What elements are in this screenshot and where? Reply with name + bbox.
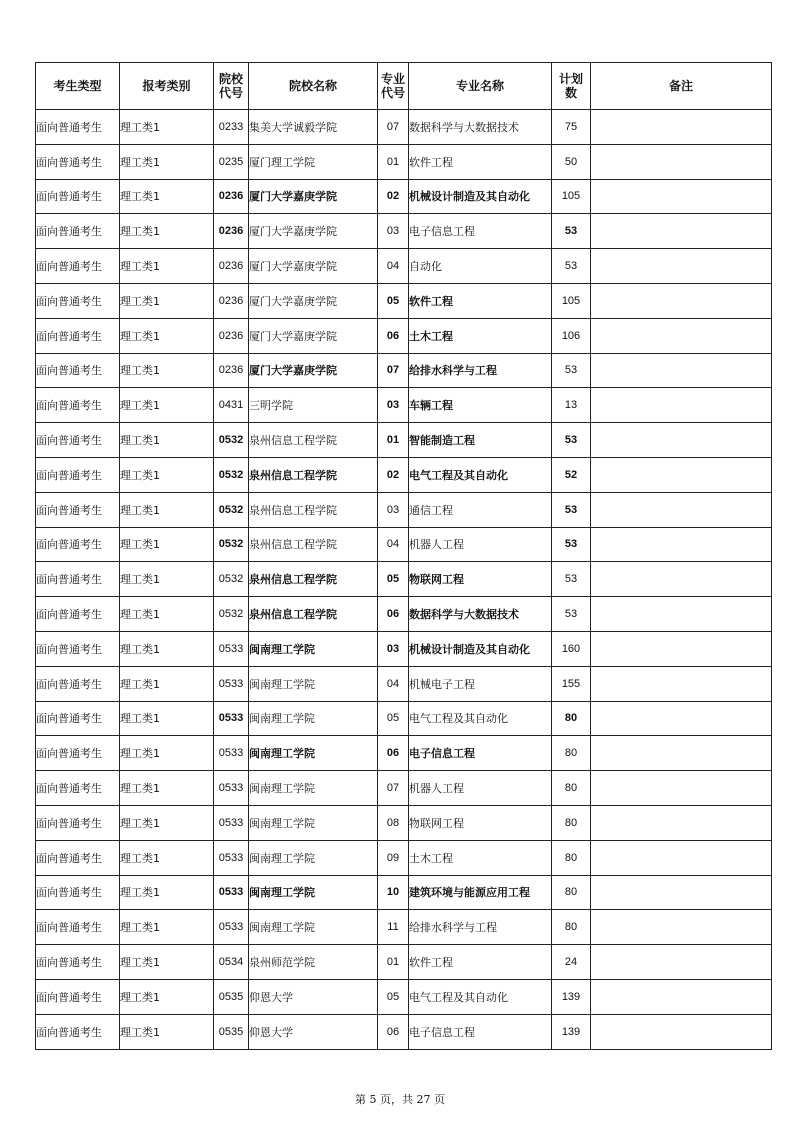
table-row [36, 562, 772, 597]
cell-category: 理工类1 [120, 144, 214, 179]
table-row [36, 771, 772, 806]
cell-school-name: 泉州信息工程学院 [249, 562, 378, 597]
cell-school-name: 闽南理工学院 [249, 666, 378, 701]
cell-school-code: 0236 [214, 283, 249, 318]
cell-school-name: 泉州师范学院 [249, 945, 378, 980]
table-row [36, 318, 772, 353]
cell-plan-count: 53 [552, 597, 591, 632]
cell-plan-count: 106 [552, 318, 591, 353]
header-remark: 备注 [591, 63, 772, 110]
cell-major-code: 03 [378, 214, 409, 249]
cell-school-code: 0236 [214, 353, 249, 388]
cell-major-name: 通信工程 [409, 492, 552, 527]
cell-major-code: 07 [378, 110, 409, 145]
cell-major-name: 智能制造工程 [409, 423, 552, 458]
cell-major-code: 06 [378, 736, 409, 771]
cell-major-name: 机械设计制造及其自动化 [409, 631, 552, 666]
cell-school-name: 闽南理工学院 [249, 631, 378, 666]
cell-major-code: 09 [378, 840, 409, 875]
cell-category: 理工类1 [120, 388, 214, 423]
cell-plan-count: 155 [552, 666, 591, 701]
table-row [36, 701, 772, 736]
cell-major-code: 02 [378, 179, 409, 214]
cell-remark [591, 457, 772, 492]
cell-remark [591, 492, 772, 527]
cell-plan-count: 139 [552, 979, 591, 1014]
header-school-name: 院校名称 [249, 63, 378, 110]
cell-remark [591, 979, 772, 1014]
cell-school-code: 0233 [214, 110, 249, 145]
cell-remark [591, 805, 772, 840]
cell-school-name: 厦门大学嘉庚学院 [249, 214, 378, 249]
cell-major-code: 02 [378, 457, 409, 492]
cell-major-name: 机械设计制造及其自动化 [409, 179, 552, 214]
table-row [36, 736, 772, 771]
cell-major-name: 土木工程 [409, 318, 552, 353]
cell-plan-count: 80 [552, 771, 591, 806]
cell-student-type: 面向普通考生 [36, 214, 120, 249]
cell-major-name: 机械电子工程 [409, 666, 552, 701]
cell-plan-count: 105 [552, 283, 591, 318]
cell-school-name: 厦门大学嘉庚学院 [249, 179, 378, 214]
table-row [36, 353, 772, 388]
table-row [36, 597, 772, 632]
cell-school-name: 闽南理工学院 [249, 701, 378, 736]
cell-major-code: 03 [378, 631, 409, 666]
cell-plan-count: 80 [552, 875, 591, 910]
cell-school-name: 闽南理工学院 [249, 840, 378, 875]
cell-category: 理工类1 [120, 597, 214, 632]
cell-student-type: 面向普通考生 [36, 805, 120, 840]
cell-major-code: 05 [378, 701, 409, 736]
cell-remark [591, 144, 772, 179]
cell-school-code: 0236 [214, 249, 249, 284]
cell-plan-count: 160 [552, 631, 591, 666]
cell-category: 理工类1 [120, 283, 214, 318]
header-plan-count: 计划 数 [552, 63, 591, 110]
cell-school-name: 厦门大学嘉庚学院 [249, 283, 378, 318]
cell-major-code: 06 [378, 1014, 409, 1049]
cell-major-code: 01 [378, 423, 409, 458]
cell-plan-count: 52 [552, 457, 591, 492]
table-row [36, 214, 772, 249]
cell-major-name: 电子信息工程 [409, 1014, 552, 1049]
cell-school-code: 0533 [214, 910, 249, 945]
cell-major-name: 给排水科学与工程 [409, 353, 552, 388]
table-row [36, 144, 772, 179]
cell-category: 理工类1 [120, 457, 214, 492]
cell-major-code: 10 [378, 875, 409, 910]
cell-major-code: 06 [378, 597, 409, 632]
header-major-name: 专业名称 [409, 63, 552, 110]
cell-school-code: 0533 [214, 736, 249, 771]
cell-student-type: 面向普通考生 [36, 1014, 120, 1049]
cell-school-name: 仰恩大学 [249, 1014, 378, 1049]
page-number: 第 5 页，共 27 页 [355, 1093, 445, 1106]
cell-student-type: 面向普通考生 [36, 597, 120, 632]
cell-school-name: 三明学院 [249, 388, 378, 423]
cell-school-name: 仰恩大学 [249, 979, 378, 1014]
cell-student-type: 面向普通考生 [36, 527, 120, 562]
cell-category: 理工类1 [120, 492, 214, 527]
cell-plan-count: 53 [552, 249, 591, 284]
cell-major-code: 04 [378, 666, 409, 701]
table-row [36, 875, 772, 910]
cell-category: 理工类1 [120, 214, 214, 249]
cell-school-code: 0532 [214, 492, 249, 527]
cell-school-code: 0533 [214, 805, 249, 840]
cell-category: 理工类1 [120, 771, 214, 806]
cell-category: 理工类1 [120, 1014, 214, 1049]
cell-remark [591, 423, 772, 458]
cell-school-code: 0533 [214, 875, 249, 910]
cell-school-code: 0236 [214, 179, 249, 214]
cell-school-name: 闽南理工学院 [249, 910, 378, 945]
cell-major-name: 电气工程及其自动化 [409, 979, 552, 1014]
cell-major-code: 06 [378, 318, 409, 353]
cell-student-type: 面向普通考生 [36, 388, 120, 423]
cell-student-type: 面向普通考生 [36, 562, 120, 597]
cell-remark [591, 701, 772, 736]
table-row [36, 1014, 772, 1049]
cell-major-name: 自动化 [409, 249, 552, 284]
cell-major-name: 机器人工程 [409, 527, 552, 562]
cell-remark [591, 631, 772, 666]
cell-school-code: 0533 [214, 666, 249, 701]
table-row [36, 283, 772, 318]
cell-category: 理工类1 [120, 353, 214, 388]
table-row [36, 910, 772, 945]
cell-school-code: 0535 [214, 979, 249, 1014]
table-row [36, 457, 772, 492]
table-row [36, 492, 772, 527]
cell-remark [591, 666, 772, 701]
cell-major-name: 软件工程 [409, 945, 552, 980]
cell-remark [591, 875, 772, 910]
cell-plan-count: 53 [552, 353, 591, 388]
table-row [36, 179, 772, 214]
cell-major-name: 车辆工程 [409, 388, 552, 423]
cell-student-type: 面向普通考生 [36, 249, 120, 284]
cell-school-code: 0532 [214, 527, 249, 562]
cell-student-type: 面向普通考生 [36, 840, 120, 875]
header-major-code: 专业 代号 [378, 63, 409, 110]
cell-remark [591, 110, 772, 145]
cell-major-code: 03 [378, 388, 409, 423]
cell-school-name: 厦门大学嘉庚学院 [249, 353, 378, 388]
cell-school-name: 泉州信息工程学院 [249, 492, 378, 527]
cell-category: 理工类1 [120, 666, 214, 701]
cell-major-code: 05 [378, 562, 409, 597]
cell-category: 理工类1 [120, 979, 214, 1014]
cell-remark [591, 318, 772, 353]
cell-school-name: 闽南理工学院 [249, 875, 378, 910]
cell-school-name: 厦门大学嘉庚学院 [249, 249, 378, 284]
cell-school-code: 0532 [214, 423, 249, 458]
cell-plan-count: 80 [552, 736, 591, 771]
cell-plan-count: 53 [552, 423, 591, 458]
cell-category: 理工类1 [120, 179, 214, 214]
cell-remark [591, 771, 772, 806]
cell-student-type: 面向普通考生 [36, 353, 120, 388]
cell-student-type: 面向普通考生 [36, 179, 120, 214]
cell-student-type: 面向普通考生 [36, 945, 120, 980]
cell-category: 理工类1 [120, 840, 214, 875]
cell-category: 理工类1 [120, 805, 214, 840]
cell-major-name: 电子信息工程 [409, 736, 552, 771]
cell-student-type: 面向普通考生 [36, 631, 120, 666]
cell-plan-count: 80 [552, 840, 591, 875]
cell-category: 理工类1 [120, 875, 214, 910]
cell-school-code: 0532 [214, 457, 249, 492]
cell-major-code: 11 [378, 910, 409, 945]
cell-major-name: 物联网工程 [409, 805, 552, 840]
cell-plan-count: 13 [552, 388, 591, 423]
cell-remark [591, 179, 772, 214]
cell-remark [591, 597, 772, 632]
cell-category: 理工类1 [120, 701, 214, 736]
cell-school-code: 0236 [214, 318, 249, 353]
cell-remark [591, 840, 772, 875]
cell-major-name: 给排水科学与工程 [409, 910, 552, 945]
table-row [36, 840, 772, 875]
cell-school-name: 闽南理工学院 [249, 771, 378, 806]
cell-remark [591, 527, 772, 562]
cell-remark [591, 562, 772, 597]
cell-major-name: 土木工程 [409, 840, 552, 875]
cell-remark [591, 736, 772, 771]
cell-plan-count: 53 [552, 562, 591, 597]
cell-school-name: 闽南理工学院 [249, 736, 378, 771]
cell-student-type: 面向普通考生 [36, 318, 120, 353]
cell-category: 理工类1 [120, 423, 214, 458]
cell-category: 理工类1 [120, 945, 214, 980]
table-row [36, 979, 772, 1014]
cell-student-type: 面向普通考生 [36, 910, 120, 945]
cell-student-type: 面向普通考生 [36, 423, 120, 458]
table-row [36, 423, 772, 458]
cell-school-code: 0236 [214, 214, 249, 249]
cell-category: 理工类1 [120, 527, 214, 562]
table-header-row [36, 63, 772, 110]
cell-major-name: 数据科学与大数据技术 [409, 597, 552, 632]
cell-plan-count: 80 [552, 701, 591, 736]
header-student-type: 考生类型 [36, 63, 120, 110]
cell-school-code: 0235 [214, 144, 249, 179]
cell-remark [591, 910, 772, 945]
cell-plan-count: 139 [552, 1014, 591, 1049]
table-row [36, 527, 772, 562]
cell-remark [591, 283, 772, 318]
cell-student-type: 面向普通考生 [36, 457, 120, 492]
cell-major-code: 05 [378, 979, 409, 1014]
cell-category: 理工类1 [120, 562, 214, 597]
cell-student-type: 面向普通考生 [36, 979, 120, 1014]
cell-school-code: 0533 [214, 771, 249, 806]
cell-plan-count: 24 [552, 945, 591, 980]
cell-major-name: 电气工程及其自动化 [409, 457, 552, 492]
cell-major-code: 01 [378, 144, 409, 179]
cell-student-type: 面向普通考生 [36, 701, 120, 736]
cell-plan-count: 80 [552, 805, 591, 840]
cell-remark [591, 388, 772, 423]
table-row [36, 666, 772, 701]
cell-major-name: 物联网工程 [409, 562, 552, 597]
cell-major-code: 04 [378, 527, 409, 562]
cell-school-name: 泉州信息工程学院 [249, 527, 378, 562]
cell-major-code: 03 [378, 492, 409, 527]
cell-school-code: 0535 [214, 1014, 249, 1049]
cell-student-type: 面向普通考生 [36, 283, 120, 318]
cell-remark [591, 945, 772, 980]
table-row [36, 249, 772, 284]
cell-category: 理工类1 [120, 110, 214, 145]
cell-school-code: 0532 [214, 597, 249, 632]
cell-plan-count: 80 [552, 910, 591, 945]
cell-school-code: 0431 [214, 388, 249, 423]
cell-school-name: 集美大学诚毅学院 [249, 110, 378, 145]
table-row [36, 388, 772, 423]
cell-category: 理工类1 [120, 736, 214, 771]
cell-major-code: 07 [378, 353, 409, 388]
cell-major-name: 建筑环境与能源应用工程 [409, 875, 552, 910]
cell-school-code: 0533 [214, 840, 249, 875]
cell-plan-count: 75 [552, 110, 591, 145]
cell-major-name: 数据科学与大数据技术 [409, 110, 552, 145]
table-row [36, 631, 772, 666]
cell-school-code: 0533 [214, 631, 249, 666]
cell-category: 理工类1 [120, 318, 214, 353]
cell-student-type: 面向普通考生 [36, 875, 120, 910]
cell-remark [591, 1014, 772, 1049]
cell-student-type: 面向普通考生 [36, 666, 120, 701]
cell-major-name: 机器人工程 [409, 771, 552, 806]
cell-plan-count: 50 [552, 144, 591, 179]
cell-major-code: 08 [378, 805, 409, 840]
cell-student-type: 面向普通考生 [36, 110, 120, 145]
cell-remark [591, 214, 772, 249]
cell-school-code: 0533 [214, 701, 249, 736]
cell-major-name: 软件工程 [409, 283, 552, 318]
cell-school-name: 泉州信息工程学院 [249, 597, 378, 632]
table-row [36, 945, 772, 980]
cell-remark [591, 249, 772, 284]
table-row [36, 110, 772, 145]
table-row [36, 805, 772, 840]
cell-school-name: 泉州信息工程学院 [249, 457, 378, 492]
cell-category: 理工类1 [120, 631, 214, 666]
cell-major-name: 软件工程 [409, 144, 552, 179]
cell-school-code: 0534 [214, 945, 249, 980]
header-school-code: 院校 代号 [214, 63, 249, 110]
cell-school-name: 厦门理工学院 [249, 144, 378, 179]
header-category: 报考类别 [120, 63, 214, 110]
cell-category: 理工类1 [120, 249, 214, 284]
cell-student-type: 面向普通考生 [36, 144, 120, 179]
admission-plan-table [35, 62, 772, 1050]
cell-plan-count: 105 [552, 179, 591, 214]
cell-student-type: 面向普通考生 [36, 736, 120, 771]
cell-school-code: 0532 [214, 562, 249, 597]
cell-major-code: 04 [378, 249, 409, 284]
cell-plan-count: 53 [552, 527, 591, 562]
cell-category: 理工类1 [120, 910, 214, 945]
cell-student-type: 面向普通考生 [36, 771, 120, 806]
cell-major-code: 07 [378, 771, 409, 806]
cell-remark [591, 353, 772, 388]
cell-plan-count: 53 [552, 492, 591, 527]
cell-major-name: 电子信息工程 [409, 214, 552, 249]
cell-major-code: 01 [378, 945, 409, 980]
cell-plan-count: 53 [552, 214, 591, 249]
cell-major-code: 05 [378, 283, 409, 318]
cell-student-type: 面向普通考生 [36, 492, 120, 527]
cell-school-name: 厦门大学嘉庚学院 [249, 318, 378, 353]
cell-school-name: 泉州信息工程学院 [249, 423, 378, 458]
cell-major-name: 电气工程及其自动化 [409, 701, 552, 736]
cell-school-name: 闽南理工学院 [249, 805, 378, 840]
